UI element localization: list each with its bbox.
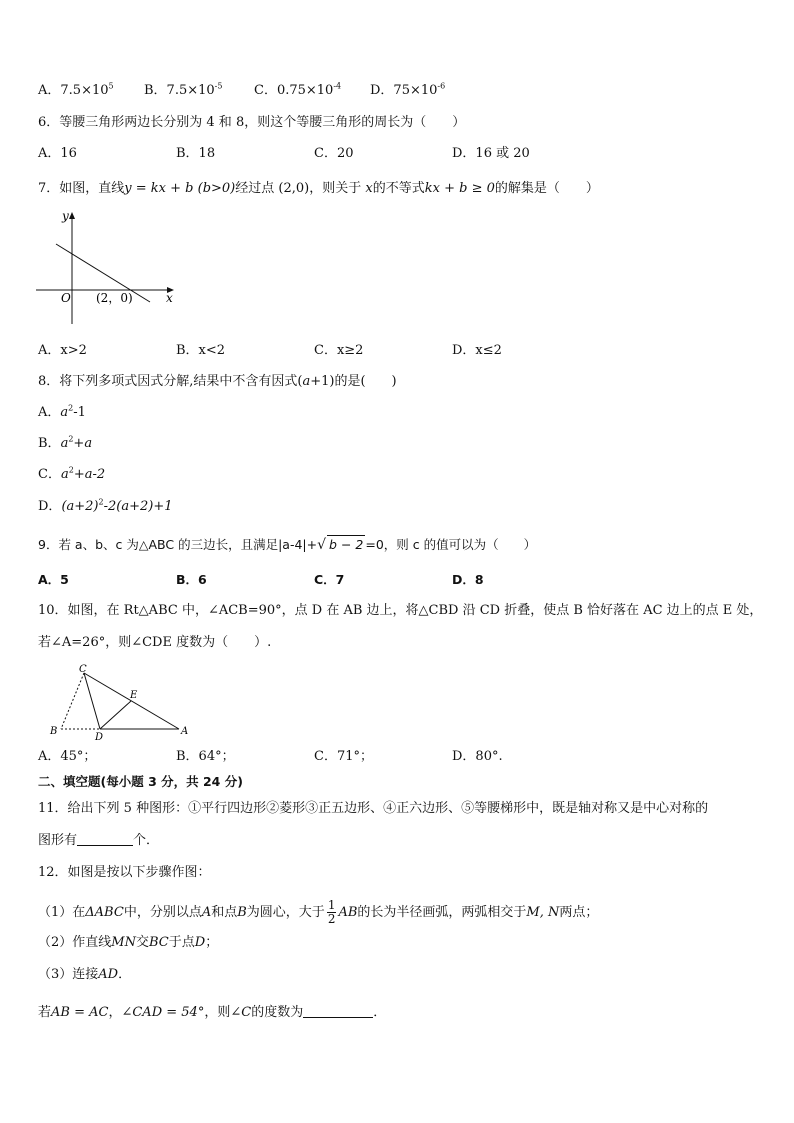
q9-stem: 9．若 a、b、c 为△ABC 的三边长，且满足|a-4|+√ b − 2 =0，则 c 的值可以为（ ） <box>38 537 537 553</box>
q10-side-BC-dotted <box>61 673 84 729</box>
q10-triangle-figure <box>44 660 194 742</box>
q5-option-a: A．$7.5\times 10^5$ <box>38 81 114 98</box>
q8-option-a: A．$a^2-1$ <box>38 403 86 420</box>
q9-option-a: A．5 <box>38 572 69 587</box>
q7-point: (2,0) <box>278 181 310 196</box>
q12-step3: （3）连接AD． <box>38 967 132 982</box>
q10-line1: 10．如图，在 Rt△ABC 中，∠ACB=90°，点 D 在 AB 边上，将△CBD 沿 CD 折叠，使点 B 恰好落在 AC 边上的点 E 处， <box>38 603 763 618</box>
q10-option-b: B．64°； <box>176 749 235 764</box>
q10-side-CA <box>84 673 179 729</box>
q8-option-c: C．$a^2+a-2$ <box>38 465 106 482</box>
q10-options <box>38 748 758 766</box>
q12-stem: 12．如图是按以下步骤作图： <box>38 865 211 880</box>
q9-option-c: C．7 <box>314 572 345 587</box>
q6-stem: 6．等腰三角形两边长分别为 4 和 8，则这个等腰三角形的周长为（ ） <box>38 115 466 130</box>
q7-options <box>38 342 758 360</box>
q7-y-axis-arrow <box>69 212 75 219</box>
q12-answer-blank[interactable] <box>303 1004 373 1018</box>
q10-segment-DE <box>100 701 131 729</box>
q10-option-a: A．45°； <box>38 749 97 764</box>
q7-option-d: D．x≤2 <box>452 343 502 358</box>
q12-fraction: $\frac{1}{2}$ <box>327 898 336 926</box>
q12-condition: 若AB = AC，∠CAD = 54°，则∠C的度数为 ． <box>38 1005 387 1020</box>
q7-y-label: y <box>62 209 69 223</box>
q7-stem: 7．如图，直线y = kx + b (b>0)经过点 (2,0)，则关于 x的不等式kx + b ≥ 0的解集是（ ） <box>38 181 599 196</box>
q6-option-d: D．16 或 20 <box>452 146 530 161</box>
q6-option-a: A．16 <box>38 146 77 161</box>
q7-origin-label: O <box>61 291 71 305</box>
q11-answer-blank[interactable] <box>77 832 133 846</box>
q7-point-label: (2，0) <box>96 291 133 305</box>
q10-option-c: C．71°； <box>314 749 373 764</box>
q5-options <box>38 82 758 100</box>
q10-label-B: B <box>50 726 58 737</box>
q5-option-c: C．$0.75\times 10^{-4}$ <box>254 81 342 98</box>
q10-line2: 若∠A=26°，则∠CDE 度数为（ ）. <box>38 635 272 650</box>
q10-label-D: D <box>95 732 104 742</box>
q5-option-d: D．$75\times 10^{-6}$ <box>370 81 446 98</box>
q10-label-C: C <box>79 664 87 675</box>
q7-option-c: C．x≥2 <box>314 343 364 358</box>
q11-line1: 11．给出下列 5 种图形：①平行四边形②菱形③正五边形、④正六边形、⑤等腰梯形中，既是轴对称又是中心对称的 <box>38 801 709 816</box>
q7-option-b: B．x<2 <box>176 343 226 358</box>
q9-options <box>38 571 758 589</box>
q9-option-b: B．6 <box>176 572 207 587</box>
q5-option-b: B．$7.5\times 10^{-5}$ <box>144 81 223 98</box>
q11-line2: 图形有 个． <box>38 833 160 848</box>
q7-x-label: x <box>166 291 173 305</box>
q9-sqrt: b − 2 <box>329 537 364 552</box>
q10-label-A: A <box>181 726 189 737</box>
q8-stem: 8．将下列多项式因式分解,结果中不含有因式(a+1)的是( ) <box>38 374 397 389</box>
q12-step1: （1）在ΔABC中，分别以点A和点B为圆心，大于 $\frac{1}{2}$ AB的长为半径画弧，两弧相交于M, N两点； <box>38 898 599 926</box>
q8-option-b: B．$a^2+a$ <box>38 434 93 451</box>
q7-condition: (b>0) <box>197 181 236 196</box>
q8-option-d: D．$(a+2)^2-2(a+2)+1$ <box>38 497 173 514</box>
q12-step2: （2）作直线MN交BC于点D； <box>38 935 219 950</box>
q7-graph-figure <box>36 206 186 326</box>
q10-label-E: E <box>130 690 138 701</box>
q7-equation: y = kx + b <box>124 181 194 196</box>
q10-option-d: D．80°. <box>452 749 503 764</box>
q9-option-d: D．8 <box>452 572 484 587</box>
q7-option-a: A．x>2 <box>38 343 87 358</box>
q6-option-b: B．18 <box>176 146 216 161</box>
q6-option-c: C．20 <box>314 146 354 161</box>
q6-options <box>38 145 758 163</box>
q7-inequality: kx + b ≥ 0 <box>424 181 495 196</box>
section-2-heading: 二、填空题(每小题 3 分，共 24 分) <box>38 774 243 789</box>
